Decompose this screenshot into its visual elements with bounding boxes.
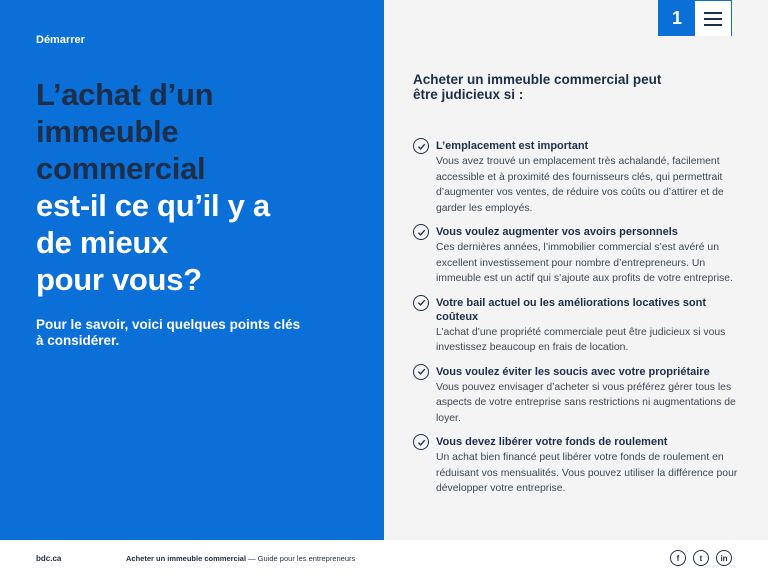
list-item-text: Vous pouvez envisager d’acheter si vous préférez gérer tous les aspects de votre entreprise sans restrictions ni augmentations de loyer. <box>436 381 736 424</box>
linkedin-icon[interactable]: in <box>716 550 732 566</box>
check-circle-icon <box>413 138 429 154</box>
list-item-title: Vous voulez augmenter vos avoirs personnels <box>436 226 678 238</box>
social-links <box>670 550 732 566</box>
facebook-icon[interactable]: f <box>670 550 686 566</box>
hamburger-menu-icon[interactable] <box>695 1 731 36</box>
list-item-text: Ces dernières années, l’immobilier commercial s’est avéré un excellent investissement pour nombre d’entrepreneurs. Un immeuble est un actif qui s’ajoute aux profits de votre entreprise. <box>436 242 733 284</box>
checklist-intro: Acheter un immeuble commercial peut être judicieux si : <box>413 72 662 102</box>
list-item <box>413 139 738 216</box>
list-item <box>413 225 738 287</box>
page-title <box>36 76 348 298</box>
footer-title-bold: Acheter un immeuble commercial <box>126 553 247 563</box>
list-item-text: Vous avez trouvé un emplacement très achalandé, facilement accessible et à proximité des fournisseurs clés, qui permettrait d’augmenter vos ventes, de réduire vos coûts ou d’attirer et de garder les employés. <box>436 156 724 214</box>
footer-doc-title <box>126 554 355 563</box>
check-circle-icon <box>413 295 429 311</box>
left-panel <box>0 0 384 540</box>
list-item <box>413 435 738 497</box>
check-circle-icon <box>413 434 429 450</box>
checklist <box>413 139 738 497</box>
list-item <box>413 296 738 356</box>
list-item-title: Votre bail actuel ou les améliorations locatives sont coûteux <box>436 296 706 323</box>
headline-line-5: de mieux <box>36 225 168 260</box>
list-item-text: Un achat bien financé peut libérer votre fonds de roulement en réduisant vos mensualités. Vous pouvez utiliser la différence pour développer votre entreprise. <box>436 452 738 494</box>
headline-line-3: commercial <box>36 151 206 186</box>
footer-title-rest: — Guide pour les entrepreneurs <box>246 553 356 563</box>
page-number[interactable]: 1 <box>659 1 695 36</box>
list-item-title: Vous voulez éviter les soucis avec votre propriétaire <box>436 365 710 378</box>
check-circle-icon <box>413 224 429 240</box>
headline-subtext: Pour le savoir, voici quelques points clés à considérer. <box>36 317 301 348</box>
list-item-title: L’emplacement est important <box>436 140 589 152</box>
headline-line-1: L’achat d’un <box>36 77 214 112</box>
check-circle-icon <box>413 364 429 380</box>
headline-line-6: pour vous? <box>36 262 202 297</box>
list-item-title: Vous devez libérer votre fonds de roulement <box>436 436 668 448</box>
footer-site-link[interactable]: bdc.ca <box>36 553 62 563</box>
twitter-icon[interactable]: t <box>693 550 709 566</box>
footer <box>0 540 768 576</box>
headline-line-2: immeuble <box>36 114 179 149</box>
right-panel <box>384 0 768 540</box>
page-nav <box>658 0 732 36</box>
headline-line-4: est-il ce qu’il y a <box>36 188 270 223</box>
list-item-text: L’achat d’une propriété commerciale peut être judicieux si vous investissez beaucoup en frais de location. <box>436 326 726 353</box>
list-item <box>413 365 738 427</box>
section-kicker: Démarrer <box>36 34 85 46</box>
